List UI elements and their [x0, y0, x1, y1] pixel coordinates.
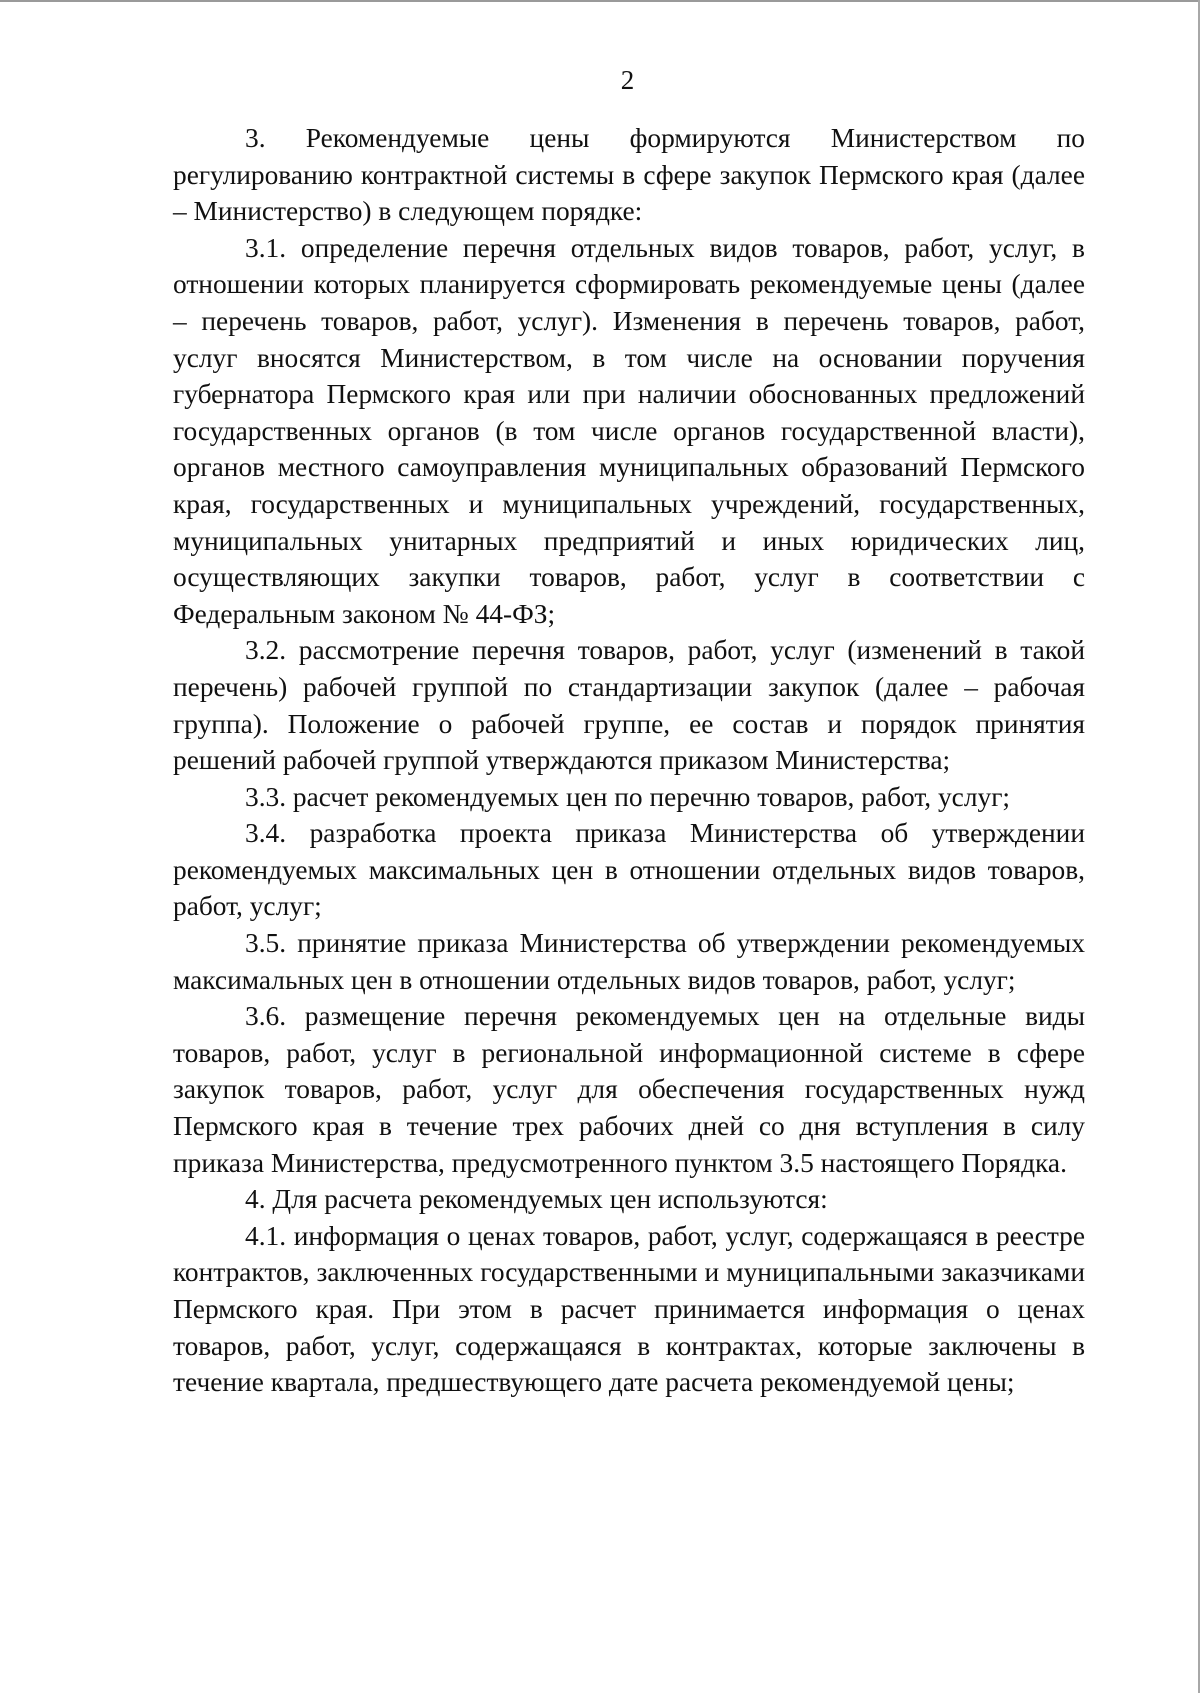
- paragraph-3: 3. Рекомендуемые цены формируются Министерством по регулированию контрактной системы в сфере закупок Пермского края (далее – Министерство) в следующем порядке:: [173, 123, 1085, 227]
- paragraph-3-6: 3.6. размещение перечня рекомендуемых цен на отдельные виды товаров, работ, услуг в региональной информационной системе в сфере закупок товаров, работ, услуг для обеспечения государственных нужд Пермского края в течение трех рабочих дней со дня вступления в силу приказа Министерства, предусмотренного пунктом 3.5 настоящего Порядка.: [173, 1001, 1085, 1178]
- scan-edge-top: [0, 0, 1200, 2]
- page-number: 2: [620, 65, 635, 95]
- paragraph-3-1: 3.1. определение перечня отдельных видов товаров, работ, услуг, в отношении которых планируется сформировать рекомендуемые цены (далее – перечень товаров, работ, услуг). Изменения в перечень товаров, работ, услуг вносятся Министерством, в том числе на основании поручения губернатора Пермского края или при наличии обоснованных предложений государственных органов (в том числе органов государственной власти), органов местного самоуправления муниципальных образований Пермского края, государственных и муниципальных учреждений, государственных, муниципальных унитарных предприятий и иных юридических лиц, осуществляющих закупки товаров, работ, услуг в соответствии с Федеральным законом № 44-ФЗ;: [173, 232, 1085, 629]
- document-body: [173, 120, 1085, 1401]
- paragraph-3-2: 3.2. рассмотрение перечня товаров, работ, услуг (изменений в такой перечень) рабочей группой по стандартизации закупок (далее – рабочая группа). Положение о рабочей группе, ее состав и порядок принятия решений рабочей группой утверждаются приказом Министерства;: [173, 635, 1085, 776]
- paragraph-4-1: 4.1. информация о ценах товаров, работ, услуг, содержащаяся в реестре контрактов, заключенных государственными и муниципальными заказчиками Пермского края. При этом в расчет принимается информация о ценах товаров, работ, услуг, содержащаяся в контрактах, которые заключены в течение квартала, предшествующего дате расчета рекомендуемой цены;: [173, 1220, 1085, 1398]
- paragraph-3-4: 3.4. разработка проекта приказа Министерства об утверждении рекомендуемых максимальных цен в отношении отдельных видов товаров, работ, услуг;: [173, 818, 1085, 922]
- paragraph-3-3: 3.3. расчет рекомендуемых цен по перечню товаров, работ, услуг;: [245, 781, 1011, 812]
- paragraph-4: 4. Для расчета рекомендуемых цен используются:: [245, 1184, 828, 1215]
- paragraph-3-5: 3.5. принятие приказа Министерства об утверждении рекомендуемых максимальных цен в отношении отдельных видов товаров, работ, услуг;: [173, 928, 1085, 995]
